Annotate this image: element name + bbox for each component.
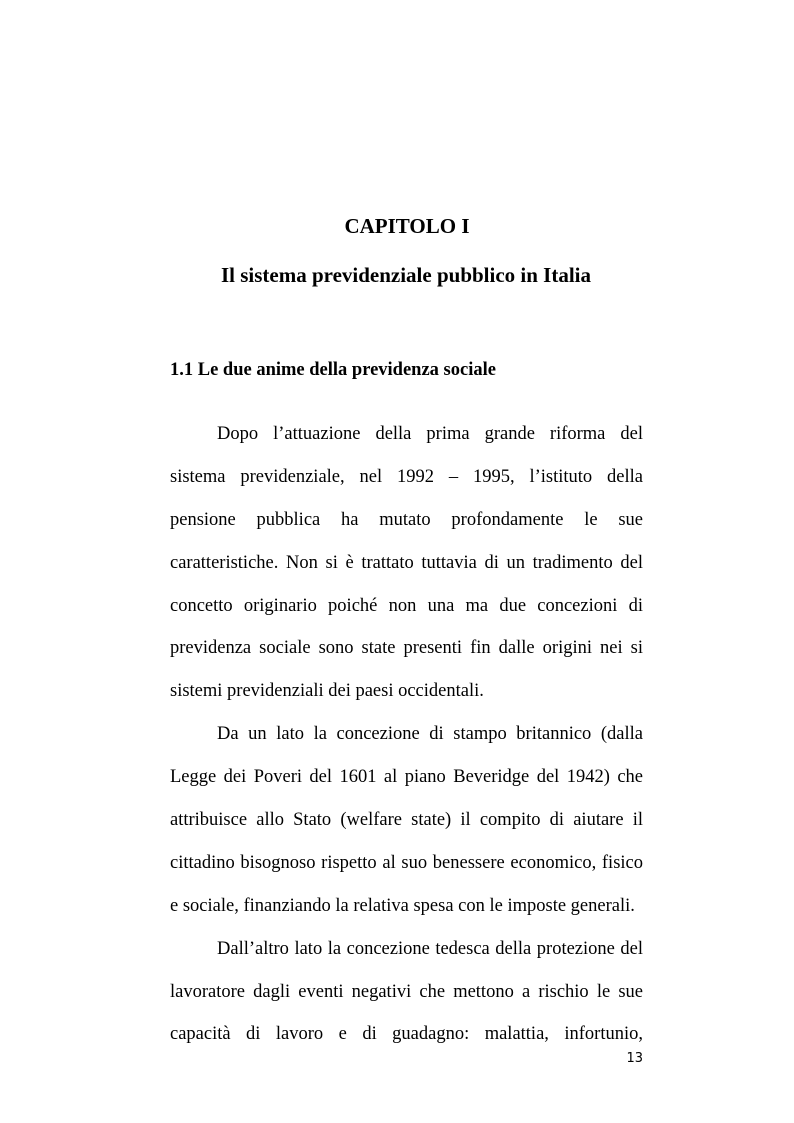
chapter-label: CAPITOLO I [344, 214, 470, 238]
paragraph-line: attribuisce allo Stato (welfare state) il compito di aiutare il [170, 810, 643, 831]
page-number: 13 [626, 1051, 643, 1066]
paragraph-line: lavoratore dagli eventi negativi che mettono a rischio le sue [170, 981, 643, 1002]
paragraph-line: concetto originario poiché non una ma due concezioni di [170, 595, 643, 616]
paragraph [170, 713, 643, 927]
paragraph-line: Dopo l’attuazione della prima grande riforma del [217, 424, 643, 444]
paragraph [170, 413, 643, 713]
paragraph-line: pensione pubblica ha mutato profondamente le sue [170, 509, 643, 530]
paragraph [170, 928, 643, 1057]
paragraph-line: previdenza sociale sono state presenti fin dalle origini nei si [170, 638, 643, 659]
paragraph-line: sistemi previdenziali dei paesi occidentali. [170, 681, 484, 702]
paragraph-line: cittadino bisognoso rispetto al suo benessere economico, fisico [170, 852, 643, 873]
paragraph-line: Da un lato la concezione di stampo britannico (dalla [217, 724, 643, 745]
paragraph-line: Legge dei Poveri del 1601 al piano Beveridge del 1942) che [170, 767, 643, 788]
paragraph-line: capacità di lavoro e di guadagno: malattia, infortunio, [170, 1024, 643, 1045]
paragraph-line: caratteristiche. Non si è trattato tuttavia di un tradimento del [170, 552, 643, 573]
paragraph-line: e sociale, finanziando la relativa spesa con le imposte generali. [170, 895, 635, 916]
chapter-title: Il sistema previdenziale pubblico in Italia [220, 263, 592, 287]
paragraph-line: sistema previdenziale, nel 1992 – 1995, l’istituto della [170, 466, 643, 487]
section-heading: 1.1 Le due anime della previdenza sociale [170, 360, 496, 380]
body-text [170, 413, 643, 1056]
paragraph-line: Dall’altro lato la concezione tedesca della protezione del [217, 938, 643, 959]
